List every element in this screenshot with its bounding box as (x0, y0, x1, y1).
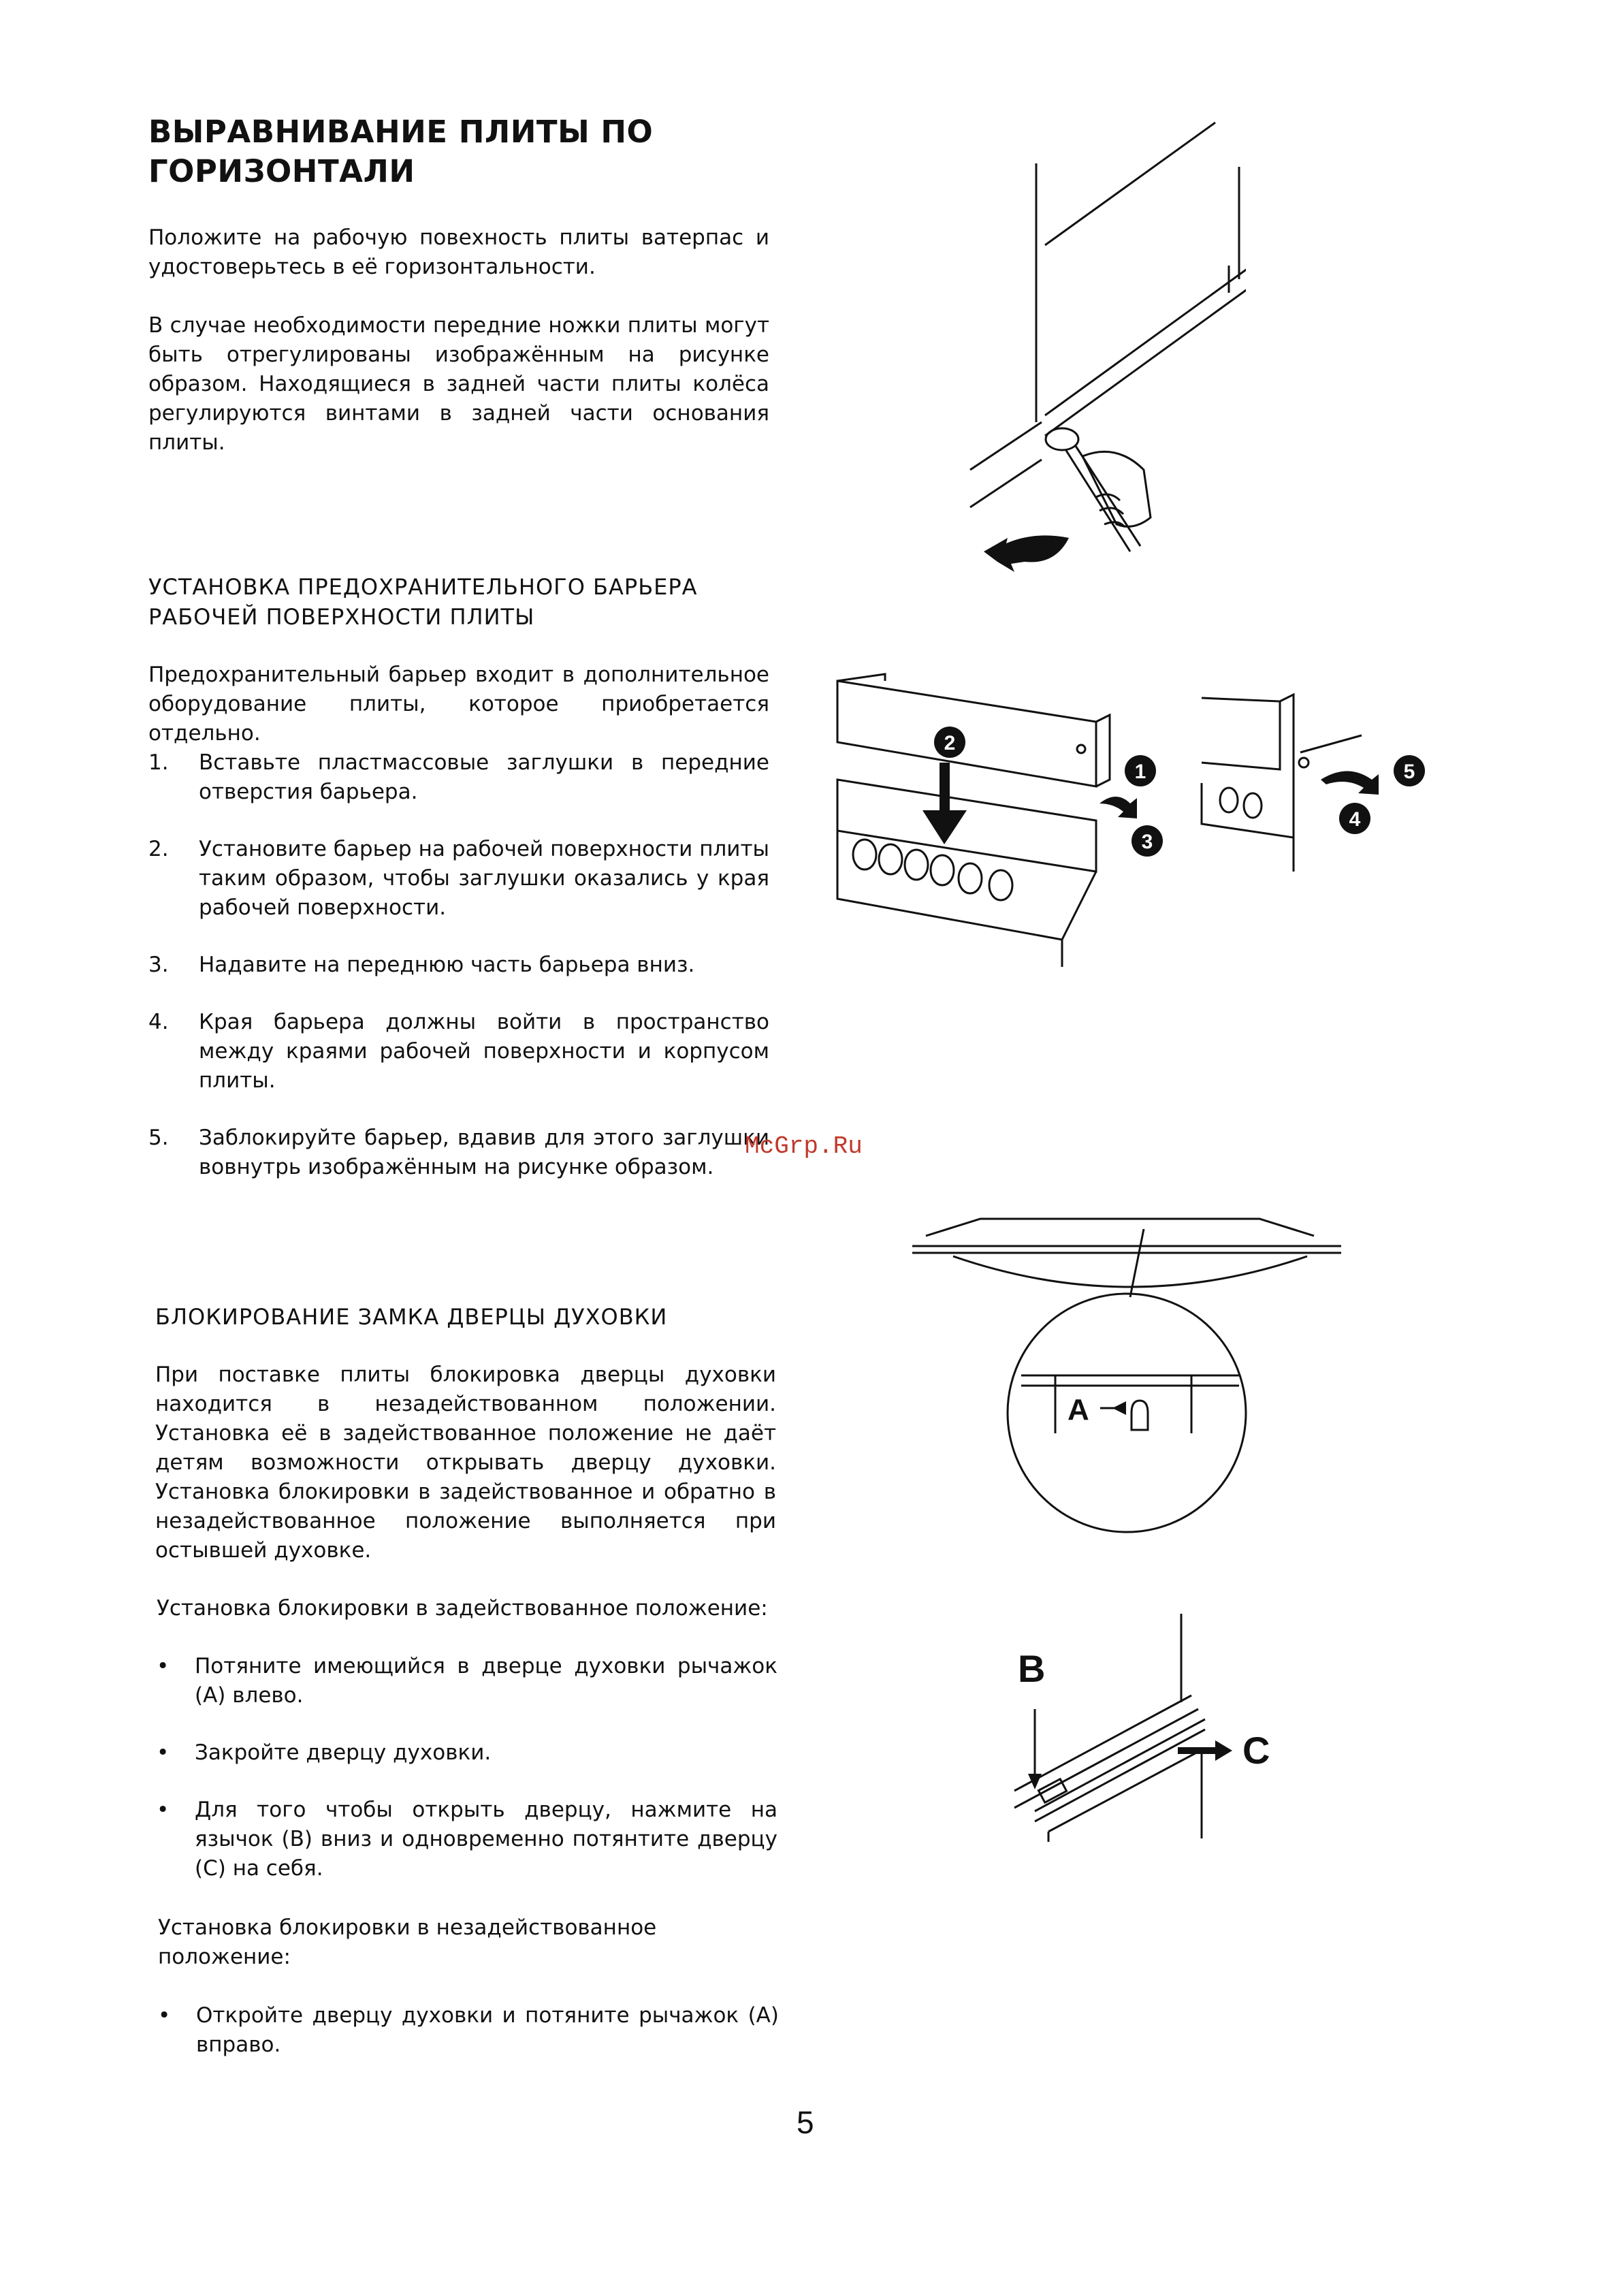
step-number: 5. (148, 1126, 169, 1150)
leveling-figure (960, 116, 1246, 592)
rotate-arrow-icon (1100, 797, 1137, 818)
rotate-arrow-icon (984, 535, 1069, 572)
bullet-icon: • (157, 1798, 170, 1822)
bullet-icon: • (157, 1654, 170, 1678)
section3-bullets2 (158, 2001, 779, 2060)
door-lock-figure (899, 1209, 1362, 1535)
page-number: 5 (797, 2105, 814, 2140)
bullet-text: Для того чтобы открыть дверцу, нажмите на язычок (B) вниз и одновременно потянтите дверцу (C) на себя. (195, 1798, 777, 1881)
bullet-text: Закройте дверцу духовки. (195, 1740, 492, 1765)
step-text: Края барьера должны войти в пространство между краями рабочей поверхности и корпусом плиты. (199, 1010, 769, 1093)
step-number: 4. (148, 1010, 169, 1034)
figure-label-c: C (1242, 1729, 1270, 1772)
barrier-figure (831, 667, 1477, 974)
step-number: 1. (148, 750, 169, 775)
figure-label-b: B (1018, 1647, 1046, 1690)
section3-title: БЛОКИРОВАНИЕ ЗАМКА ДВЕРЦЫ ДУХОВКИ (155, 1304, 668, 1330)
arrow-left-icon (1112, 1401, 1126, 1415)
section1-para2: В случае необходимости передние ножки плиты могут быть отрегулированы изображённым на рисунке образом. Находящиеся в задней части плиты колёса регулируются винтами в задней части основания плиты. (148, 313, 769, 455)
section2-steps (148, 748, 769, 1182)
section1-title-line2: ГОРИЗОНТАЛИ (148, 153, 415, 189)
arrow-head-icon (1215, 1740, 1232, 1761)
list-item (158, 2001, 779, 2060)
watermark: McGrp.Ru (745, 1132, 863, 1160)
rotate-arrow-icon (1321, 771, 1379, 795)
step-text: Вставьте пластмассовые заглушки в передние отверстия барьера. (199, 750, 769, 804)
section2-title-line2: РАБОЧЕЙ ПОВЕРХНОСТИ ПЛИТЫ (148, 604, 535, 630)
figure-label-3: 3 (1141, 831, 1153, 853)
figure-label-4: 4 (1349, 808, 1361, 831)
list-item (148, 1123, 769, 1182)
bullet-text: Потяните имеющийся в дверце духовки рычажок (A) влево. (195, 1654, 777, 1708)
section3-subhead1: Установка блокировки в задействованное положение: (157, 1596, 768, 1621)
section3-subhead2: Установка блокировки в незадействованное положение: (158, 1915, 657, 1969)
step-text: Установите барьер на рабочей поверхности плиты таким образом, чтобы заглушки оказались у края рабочей поверхности. (199, 837, 769, 920)
section3-para1: При поставке плиты блокировка дверцы духовки находится в незадействованном положении. Установка её в задействованное положение не даёт детям возможности открывать дверцу духовки. Установка блокировки в задействованное и обратно в незадействованное положение выполняется при остывшей духовке. (155, 1362, 776, 1563)
section2-title (148, 572, 829, 632)
arrow-right-icon (1178, 1747, 1219, 1754)
step-text: Заблокируйте барьер, вдавив для этого заглушки вовнутрь изображённым на рисунке образом. (199, 1126, 769, 1179)
section3-bullets1 (157, 1652, 777, 1883)
figure-label-2: 2 (944, 732, 956, 754)
push-down-arrow-icon (922, 763, 967, 844)
list-item (157, 1796, 777, 1883)
step-text: Надавите на переднюю часть барьера вниз. (199, 953, 695, 977)
section2-title-line1: УСТАНОВКА ПРЕДОХРАНИТЕЛЬНОГО БАРЬЕРА (148, 574, 698, 600)
door-open-figure (1008, 1607, 1294, 1852)
figure-label-5: 5 (1403, 761, 1415, 783)
section1-para1: Положите на рабочую повехность плиты ватерпас и удостоверьтесь в её горизонтальности. (148, 225, 769, 279)
figure-label-a: A (1068, 1393, 1089, 1426)
list-item (148, 748, 769, 807)
list-item (148, 951, 769, 980)
step-number: 3. (148, 953, 169, 977)
step-markers (934, 727, 1425, 857)
list-item (148, 835, 769, 923)
list-item (157, 1652, 777, 1710)
section1-title (148, 112, 829, 191)
section2-intro: Предохранительный барьер входит в дополнительное оборудование плиты, которое приобретается отдельно. (148, 663, 769, 746)
list-item (148, 1008, 769, 1096)
section1-title-line1: ВЫРАВНИВАНИЕ ПЛИТЫ ПО (148, 114, 654, 150)
bullet-icon: • (158, 2003, 171, 2028)
list-item (157, 1738, 777, 1768)
bullet-icon: • (157, 1740, 170, 1765)
figure-label-1: 1 (1134, 761, 1146, 783)
bullet-text: Откройте дверцу духовки и потяните рычажок (A) вправо. (196, 2003, 779, 2057)
step-number: 2. (148, 837, 169, 861)
